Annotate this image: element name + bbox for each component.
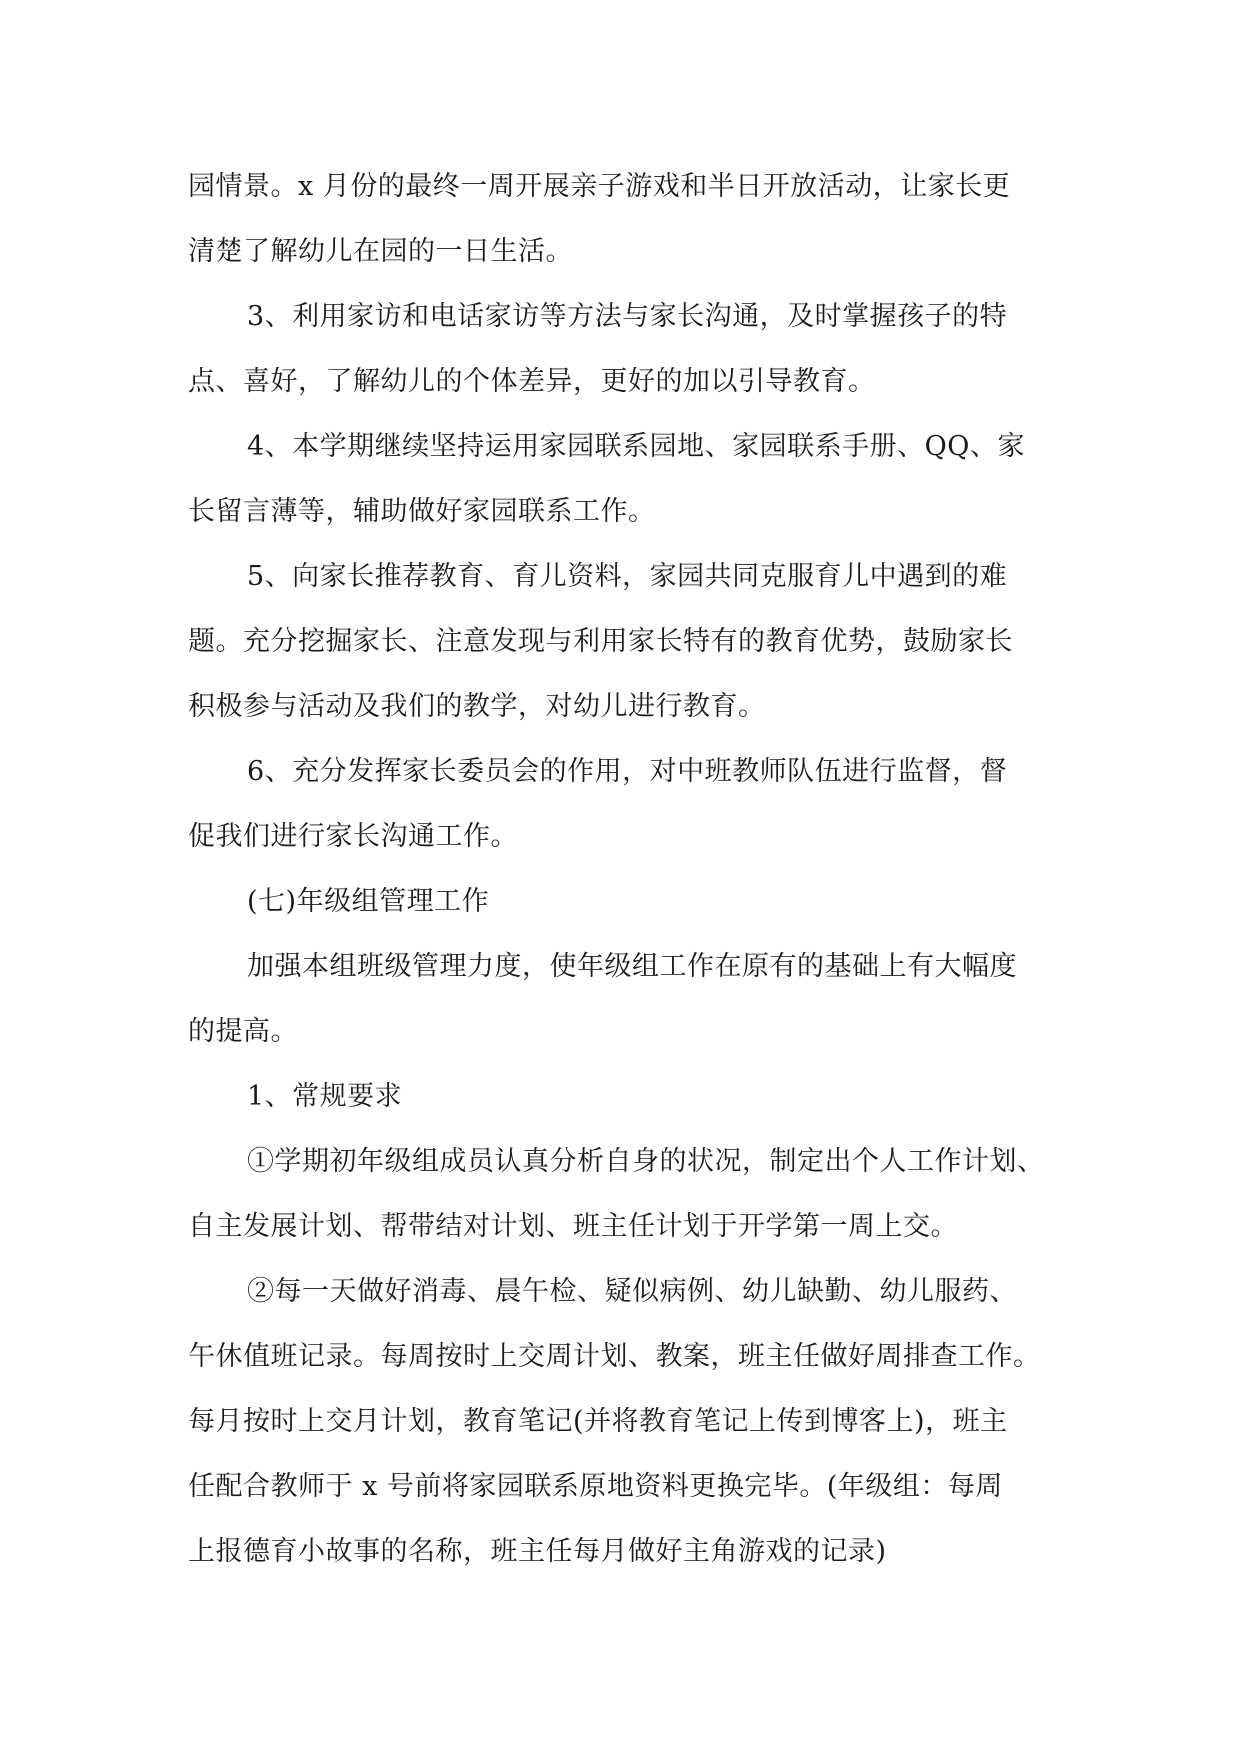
subsection-heading: 1、常规要求 [247,1081,403,1112]
text-line: 题。充分挖掘家长、注意发现与利用家长特有的教育优势，鼓励家长 [188,626,1013,657]
text-line: 清楚了解幼儿在园的一日生活。 [188,236,573,267]
text-line: 的提高。 [188,1016,298,1047]
text-line: 4、本学期继续坚持运用家园联系园地、家园联系手册、QQ、家 [247,431,1025,462]
text-line: 点、喜好，了解幼儿的个体差异，更好的加以引导教育。 [188,366,876,397]
text-line: 6、充分发挥家长委员会的作用，对中班教师队伍进行监督，督 [247,756,1008,787]
text-line: ①学期初年级组成员认真分析自身的状况，制定出个人工作计划、 [247,1146,1045,1177]
text-line: 园情景。x 月份的最终一周开展亲子游戏和半日开放活动，让家长更 [188,171,1011,202]
text-line: 加强本组班级管理力度，使年级组工作在原有的基础上有大幅度 [247,951,1017,982]
text-line: ②每一天做好消毒、晨午检、疑似病例、幼儿缺勤、幼儿服药、 [247,1276,1017,1307]
text-line: 午休值班记录。每周按时上交周计划、教案，班主任做好周排查工作。 [188,1341,1041,1372]
text-line: 每月按时上交月计划，教育笔记(并将教育笔记上传到博客上)，班主 [188,1406,1008,1437]
text-line: 长留言薄等，辅助做好家园联系工作。 [188,496,656,527]
text-line: 3、利用家访和电话家访等方法与家长沟通，及时掌握孩子的特 [247,301,1008,332]
text-line: 促我们进行家长沟通工作。 [188,821,518,852]
text-line: 积极参与活动及我们的教学，对幼儿进行教育。 [188,691,766,722]
text-line: 上报德育小故事的名称，班主任每月做好主角游戏的记录) [188,1536,887,1567]
text-line: 自主发展计划、帮带结对计划、班主任计划于开学第一周上交。 [188,1211,958,1242]
text-line: 任配合教师于 x 号前将家园联系原地资料更换完毕。(年级组：每周 [188,1471,1003,1502]
section-heading: (七)年级组管理工作 [247,886,490,917]
text-line: 5、向家长推荐教育、育儿资料，家园共同克服育儿中遇到的难 [247,561,1008,592]
document-body [188,154,1068,1584]
